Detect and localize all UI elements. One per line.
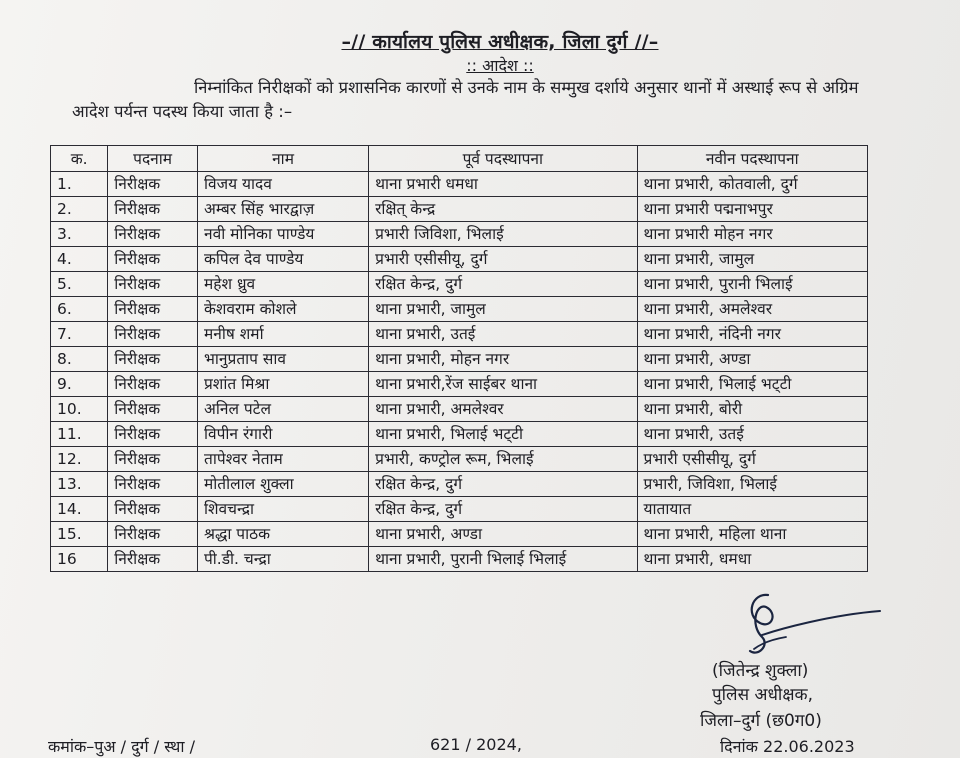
header-serial: क.	[51, 146, 108, 172]
cell-name: विपीन रंगारी	[197, 422, 368, 447]
order-serial-number: 621 / 2024,	[430, 735, 522, 754]
cell-designation: निरीक्षक	[108, 522, 198, 547]
cell-name: मनीष शर्मा	[197, 322, 368, 347]
cell-designation: निरीक्षक	[108, 472, 198, 497]
cell-serial: 9.	[51, 372, 108, 397]
cell-name: मोतीलाल शुक्ला	[197, 472, 368, 497]
order-intro-text: निम्नांकित निरीक्षकों को प्रशासनिक कारणों से उनके नाम के सम्मुख दर्शाये अनुसार थानों में अस्थाई रूप से अग्रिम आदेश पर्यन्त पदस्थ किया जाता है :–	[72, 78, 859, 121]
cell-serial: 6.	[51, 297, 108, 322]
cell-serial: 4.	[51, 247, 108, 272]
signatory-district: जिला–दुर्ग (छ0ग0)	[700, 711, 822, 731]
cell-new-posting: प्रभारी एसीसीयू, दुर्ग	[637, 447, 868, 472]
cell-previous-posting: प्रभारी एसीसीयू, दुर्ग	[369, 247, 637, 272]
table-row	[51, 172, 868, 197]
table-row	[51, 222, 868, 247]
cell-designation: निरीक्षक	[108, 197, 198, 222]
order-date: दिनांक 22.06.2023	[720, 737, 855, 756]
cell-name: पी.डी. चन्द्रा	[197, 547, 368, 572]
cell-previous-posting: थाना प्रभारी, मोहन नगर	[369, 347, 637, 372]
cell-designation: निरीक्षक	[108, 397, 198, 422]
cell-name: प्रशांत मिश्रा	[197, 372, 368, 397]
table-row	[51, 447, 868, 472]
order-heading: :: आदेश ::	[466, 56, 534, 75]
reference-number: कमांक–पुअ / दुर्ग / स्था /	[48, 737, 195, 756]
cell-serial: 7.	[51, 322, 108, 347]
cell-previous-posting: प्रभारी, कण्ट्रोल रूम, भिलाई	[369, 447, 637, 472]
cell-name: भानुप्रताप साव	[197, 347, 368, 372]
table-header-row	[51, 146, 868, 172]
cell-serial: 8.	[51, 347, 108, 372]
cell-designation: निरीक्षक	[108, 447, 198, 472]
cell-name: तापेश्वर नेताम	[197, 447, 368, 472]
table-row	[51, 522, 868, 547]
header-designation: पदनाम	[108, 146, 198, 172]
table-row	[51, 472, 868, 497]
cell-new-posting: थाना प्रभारी, उतई	[637, 422, 868, 447]
cell-serial: 5.	[51, 272, 108, 297]
cell-serial: 16	[51, 547, 108, 572]
cell-new-posting: थाना प्रभारी, भिलाई भट्‌टी	[637, 372, 868, 397]
cell-serial: 2.	[51, 197, 108, 222]
cell-previous-posting: थाना प्रभारी, अमलेश्वर	[369, 397, 637, 422]
table-row	[51, 272, 868, 297]
table-row	[51, 497, 868, 522]
table-row	[51, 547, 868, 572]
cell-previous-posting: थाना प्रभारी, जामुल	[369, 297, 637, 322]
cell-designation: निरीक्षक	[108, 247, 198, 272]
cell-designation: निरीक्षक	[108, 172, 198, 197]
cell-serial: 14.	[51, 497, 108, 522]
table-row	[51, 297, 868, 322]
cell-new-posting: थाना प्रभारी, जामुल	[637, 247, 868, 272]
table-row	[51, 197, 868, 222]
cell-previous-posting: थाना प्रभारी,रेंज साईबर थाना	[369, 372, 637, 397]
cell-name: नवी मोनिका पाण्डेय	[197, 222, 368, 247]
cell-name: केशवराम कोशले	[197, 297, 368, 322]
transfer-table	[50, 145, 868, 572]
cell-serial: 12.	[51, 447, 108, 472]
table-row	[51, 397, 868, 422]
cell-name: शिवचन्द्रा	[197, 497, 368, 522]
signatory-name: (जितेन्द्र शुक्ला)	[712, 661, 809, 681]
cell-previous-posting: थाना प्रभारी, उतई	[369, 322, 637, 347]
cell-new-posting: थाना प्रभारी मोहन नगर	[637, 222, 868, 247]
cell-new-posting: थाना प्रभारी, नंदिनी नगर	[637, 322, 868, 347]
cell-previous-posting: थाना प्रभारी धमधा	[369, 172, 637, 197]
cell-designation: निरीक्षक	[108, 222, 198, 247]
cell-serial: 13.	[51, 472, 108, 497]
table-row	[51, 322, 868, 347]
cell-previous-posting: थाना प्रभारी, भिलाई भट्‌टी	[369, 422, 637, 447]
cell-new-posting: थाना प्रभारी, बोरी	[637, 397, 868, 422]
cell-serial: 1.	[51, 172, 108, 197]
cell-serial: 10.	[51, 397, 108, 422]
cell-previous-posting: थाना प्रभारी, पुरानी भिलाई भिलाई	[369, 547, 637, 572]
cell-designation: निरीक्षक	[108, 272, 198, 297]
cell-previous-posting: रक्षित् केन्द्र	[369, 197, 637, 222]
cell-new-posting: थाना प्रभारी पद्मनाभपुर	[637, 197, 868, 222]
cell-designation: निरीक्षक	[108, 547, 198, 572]
cell-new-posting: प्रभारी, जिविशा, भिलाई	[637, 472, 868, 497]
cell-name: विजय यादव	[197, 172, 368, 197]
cell-new-posting: थाना प्रभारी, अण्डा	[637, 347, 868, 372]
cell-designation: निरीक्षक	[108, 497, 198, 522]
header-previous-posting: पूर्व पदस्थापना	[369, 146, 637, 172]
cell-previous-posting: प्रभारी जिविशा, भिलाई	[369, 222, 637, 247]
cell-name: कपिल देव पाण्डेय	[197, 247, 368, 272]
header-new-posting: नवीन पदस्थापना	[637, 146, 868, 172]
cell-serial: 3.	[51, 222, 108, 247]
cell-previous-posting: रक्षित केन्द्र, दुर्ग	[369, 272, 637, 297]
office-title: –// कार्यालय पुलिस अधीक्षक, जिला दुर्ग //–	[341, 31, 659, 53]
cell-serial: 11.	[51, 422, 108, 447]
cell-designation: निरीक्षक	[108, 322, 198, 347]
cell-new-posting: थाना प्रभारी, महिला थाना	[637, 522, 868, 547]
table-row	[51, 422, 868, 447]
cell-new-posting: थाना प्रभारी, पुरानी भिलाई	[637, 272, 868, 297]
cell-previous-posting: थाना प्रभारी, अण्डा	[369, 522, 637, 547]
cell-designation: निरीक्षक	[108, 347, 198, 372]
cell-new-posting: थाना प्रभारी, अमलेश्वर	[637, 297, 868, 322]
cell-designation: निरीक्षक	[108, 372, 198, 397]
cell-serial: 15.	[51, 522, 108, 547]
signatory-title: पुलिस अधीक्षक,	[712, 685, 813, 705]
cell-new-posting: यातायात	[637, 497, 868, 522]
cell-name: अम्बर सिंह भारद्वाज़	[197, 197, 368, 222]
cell-name: श्रद्धा पाठक	[197, 522, 368, 547]
table-row	[51, 247, 868, 272]
header-name: नाम	[197, 146, 368, 172]
cell-designation: निरीक्षक	[108, 422, 198, 447]
cell-previous-posting: रक्षित केन्द्र, दुर्ग	[369, 497, 637, 522]
cell-new-posting: थाना प्रभारी, कोतवाली, दुर्ग	[637, 172, 868, 197]
cell-new-posting: थाना प्रभारी, धमधा	[637, 547, 868, 572]
cell-name: अनिल पटेल	[197, 397, 368, 422]
cell-designation: निरीक्षक	[108, 297, 198, 322]
table-row	[51, 372, 868, 397]
cell-name: महेश ध्रुव	[197, 272, 368, 297]
table-row	[51, 347, 868, 372]
cell-previous-posting: रक्षित केन्द्र, दुर्ग	[369, 472, 637, 497]
